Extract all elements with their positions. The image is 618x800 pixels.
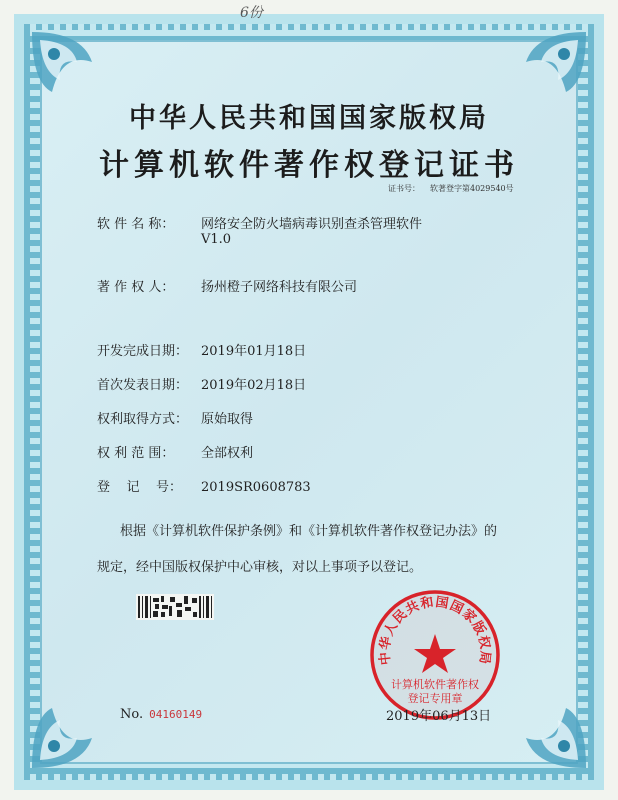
field-label: 登 记 号： [97, 480, 183, 495]
field-software-name [97, 213, 422, 232]
field-value: 全部权利 [201, 446, 254, 461]
software-version: V1.0 [201, 232, 232, 247]
field-value: 原始取得 [201, 412, 254, 427]
serial-label: No. [120, 707, 144, 722]
field-label: 著 作 权 人： [97, 280, 175, 295]
field-completion-date [97, 340, 306, 359]
field-label: 首次发表日期： [97, 378, 189, 393]
field-rights-scope [97, 442, 253, 461]
field-label: 开发完成日期： [97, 344, 189, 359]
serial-number [120, 707, 202, 722]
field-value: 2019SR0608783 [201, 480, 311, 495]
issuing-authority: 中华人民共和国国家版权局 [129, 103, 489, 134]
field-value: 网络安全防火墙病毒识别查杀管理软件 [201, 217, 423, 232]
certificate-number [388, 183, 514, 194]
serial-value: 04160149 [149, 708, 203, 721]
seal-text-line-1: 计算机软件著作权 [391, 678, 479, 691]
field-value: 2019年02月18日 [201, 378, 307, 393]
field-copyright-owner [97, 276, 357, 295]
field-registration-number [97, 476, 311, 495]
svg-text:中华人民共和国国家版权局: 中华人民共和国国家版权局 [377, 595, 493, 666]
field-label: 软 件 名 称： [97, 217, 175, 232]
body-text-line-2: 规定，经中国版权保护中心审核，对以上事项予以登记。 [97, 560, 423, 575]
body-text-line-1: 根据《计算机软件保护条例》和《计算机软件著作权登记办法》的 [120, 524, 498, 539]
cert-number-value: 软著登字第4029540号 [430, 184, 514, 193]
handwritten-note: 6份 [240, 5, 263, 21]
certificate-title: 计算机软件著作权登记证书 [99, 148, 519, 183]
seal-text-line-2: 登记专用章 [407, 692, 463, 705]
field-value: 扬州橙子网络科技有限公司 [201, 280, 358, 295]
field-label: 权 利 范 围： [97, 446, 175, 461]
issue-date: 2019年06月13日 [386, 709, 492, 724]
barcode-icon [136, 594, 214, 620]
field-label: 权利取得方式： [97, 412, 189, 427]
cert-number-label: 证书号： [388, 184, 420, 193]
field-publication-date [97, 374, 306, 393]
field-acquisition-method [97, 408, 253, 427]
field-value: 2019年01月18日 [201, 344, 307, 359]
